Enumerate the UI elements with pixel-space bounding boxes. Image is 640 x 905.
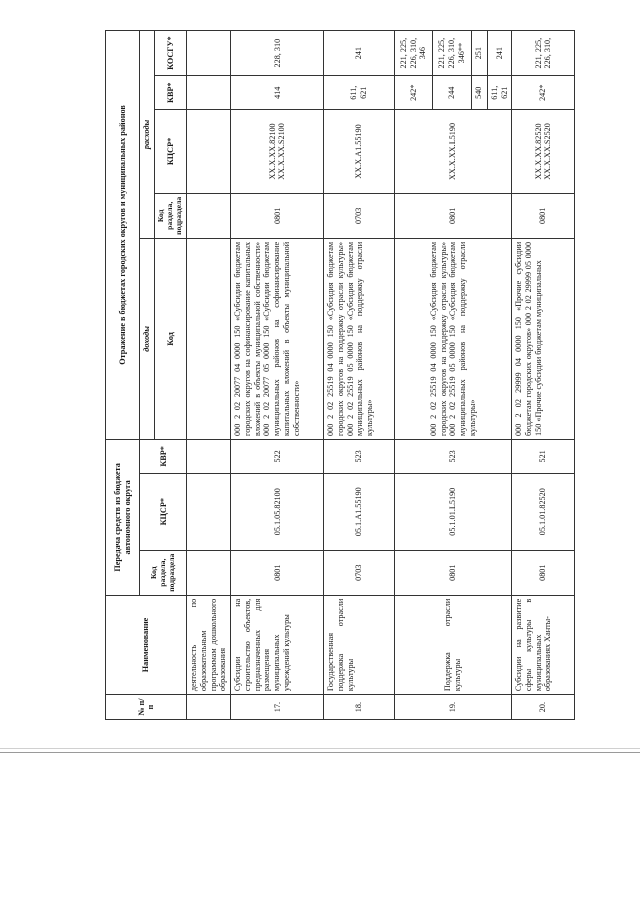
cell-name: Поддержка отрасли культуры <box>394 595 511 694</box>
cell-name: Государственная поддержка отрасли культуры <box>324 595 395 694</box>
header-income-code: Код <box>155 238 187 439</box>
cell-kcsr: 05.1.А1.55190 <box>324 473 395 550</box>
cell-kosgu: 241 <box>487 31 512 76</box>
cell-r-kvr: 242* <box>394 76 432 110</box>
header-code-section: Код раздела, подраздела <box>140 550 187 595</box>
header-transfer-group: Передача средств из бюджета автономного округа <box>106 439 140 595</box>
cell-section <box>187 550 231 595</box>
cell-kosgu: 228, 310 <box>231 31 324 76</box>
cell-r-section: 0801 <box>231 193 324 238</box>
header-kvr: КВР* <box>140 439 187 473</box>
scan-edge-line <box>0 752 640 753</box>
cell-r-kcsr: ХХ.Х.А1.55190 <box>324 110 395 194</box>
cell-r-section: 0801 <box>512 193 575 238</box>
header-r-kvr: КВР* <box>155 76 187 110</box>
cell-income-code: 000 2 02 29999 04 0000 150 «Прочие субсидии бюджетам городских округов» 000 2 02 29999 05 0000 150 «Прочие субсидии бюджетам муниципальных <box>512 238 575 439</box>
header-income: доходы <box>140 238 155 439</box>
cell-section: 0703 <box>324 550 395 595</box>
cell-r-kvr: 414 <box>231 76 324 110</box>
cell-kosgu <box>187 31 231 76</box>
cell-kosgu: 221, 225, 226, 310, 346** <box>433 31 471 76</box>
cell-kosgu: 241 <box>324 31 395 76</box>
cell-r-section: 0703 <box>324 193 395 238</box>
header-kcsr: КЦСР* <box>140 473 187 550</box>
table-row <box>324 31 395 720</box>
cell-r-kvr: 244 <box>433 76 471 110</box>
cell-kcsr <box>187 473 231 550</box>
cell-kcsr: 05.1.01.82520 <box>512 473 575 550</box>
cell-income-code <box>187 238 231 439</box>
table-row <box>187 31 231 720</box>
cell-section: 0801 <box>512 550 575 595</box>
cell-name: деятельность по образовательным программам дошкольного образования <box>187 595 231 694</box>
cell-name: Субсидии на строительство объектов, предназначенных для размещения муниципальных учреждений культуры <box>231 595 324 694</box>
header-expenses: расходы <box>140 31 155 239</box>
cell-kcsr: 05.1.05.82100 <box>231 473 324 550</box>
scan-edge-line <box>0 748 640 749</box>
cell-r-kcsr: ХХ.Х.ХХ.L5190 <box>394 110 511 194</box>
table-row <box>512 31 575 720</box>
cell-r-kcsr: ХХ.Х.ХХ.82100 ХХ.Х.ХХ.S2100 <box>231 110 324 194</box>
cell-kvr: 522 <box>231 439 324 473</box>
cell-no: 20. <box>512 695 575 720</box>
cell-r-kcsr <box>187 110 231 194</box>
cell-kosgu: 251 <box>471 31 487 76</box>
cell-r-kvr: 611, 621 <box>487 76 512 110</box>
rotated-table-container <box>105 30 575 720</box>
cell-no: 19. <box>394 695 511 720</box>
cell-section: 0801 <box>231 550 324 595</box>
cell-kvr: 521 <box>512 439 575 473</box>
header-reflect-group: Отражение в бюджетах городских округов и муниципальных районов <box>106 31 140 440</box>
cell-r-kvr: 242* <box>512 76 575 110</box>
cell-no: 18. <box>324 695 395 720</box>
cell-no <box>187 695 231 720</box>
cell-kvr: 523 <box>324 439 395 473</box>
cell-section: 0801 <box>394 550 511 595</box>
cell-kosgu: 221, 225, 226, 310, <box>512 31 575 76</box>
cell-r-section: 0801 <box>394 193 511 238</box>
cell-kvr: 523 <box>394 439 511 473</box>
header-kosgu: КОСГУ* <box>155 31 187 76</box>
header-no: № п/п <box>106 695 187 720</box>
cell-r-kvr <box>187 76 231 110</box>
header-name: Наименование <box>106 595 187 694</box>
cell-income-code: 000 2 02 25519 04 0000 150 «Субсидия бюджетам городских округов на поддержку отрасли культуры» 000 2 02 25519 05 0000 150 «Субсидия бюджетам муниципальных районов на поддержку отрасли культуры» <box>394 238 511 439</box>
cell-r-kvr: 611, 621 <box>324 76 395 110</box>
header-r-code-section: Код раздела, подраздела <box>155 193 187 238</box>
cell-no: 17. <box>231 695 324 720</box>
cell-r-section <box>187 193 231 238</box>
cell-name: Субсидии на развитие сферы культуры в муниципальных образованиях Ханты- <box>512 595 575 694</box>
cell-r-kvr: 540 <box>471 76 487 110</box>
cell-r-kcsr: ХХ.Х.ХХ.82520 ХХ.Х.ХХ.S2520 <box>512 110 575 194</box>
table-row <box>231 31 324 720</box>
table-row <box>394 31 432 720</box>
cell-kosgu: 221, 225, 226, 310, 346 <box>394 31 432 76</box>
header-r-kcsr: КЦСР* <box>155 110 187 194</box>
cell-income-code: 000 2 02 25519 04 0000 150 «Субсидия бюджетам городских округов на поддержку отрасли культуры» 000 2 02 25519 05 0000 150 «Субсидия бюджетам муниципальных районов на поддержку отрасли культуры» <box>324 238 395 439</box>
cell-kvr <box>187 439 231 473</box>
cell-income-code: 000 2 02 20077 04 0000 150 «Субсидии бюджетам городских округов на софинансирование капитальных вложений в объекты муниципальной собственности» 000 2 02 20077 05 0000 150 «Субсидии бюджетам муниципальных районов на софинансирование капитальных вложений в объекты муниципальной собственности» <box>231 238 324 439</box>
cell-kcsr: 05.1.01.L5190 <box>394 473 511 550</box>
budget-classification-table <box>105 30 575 720</box>
